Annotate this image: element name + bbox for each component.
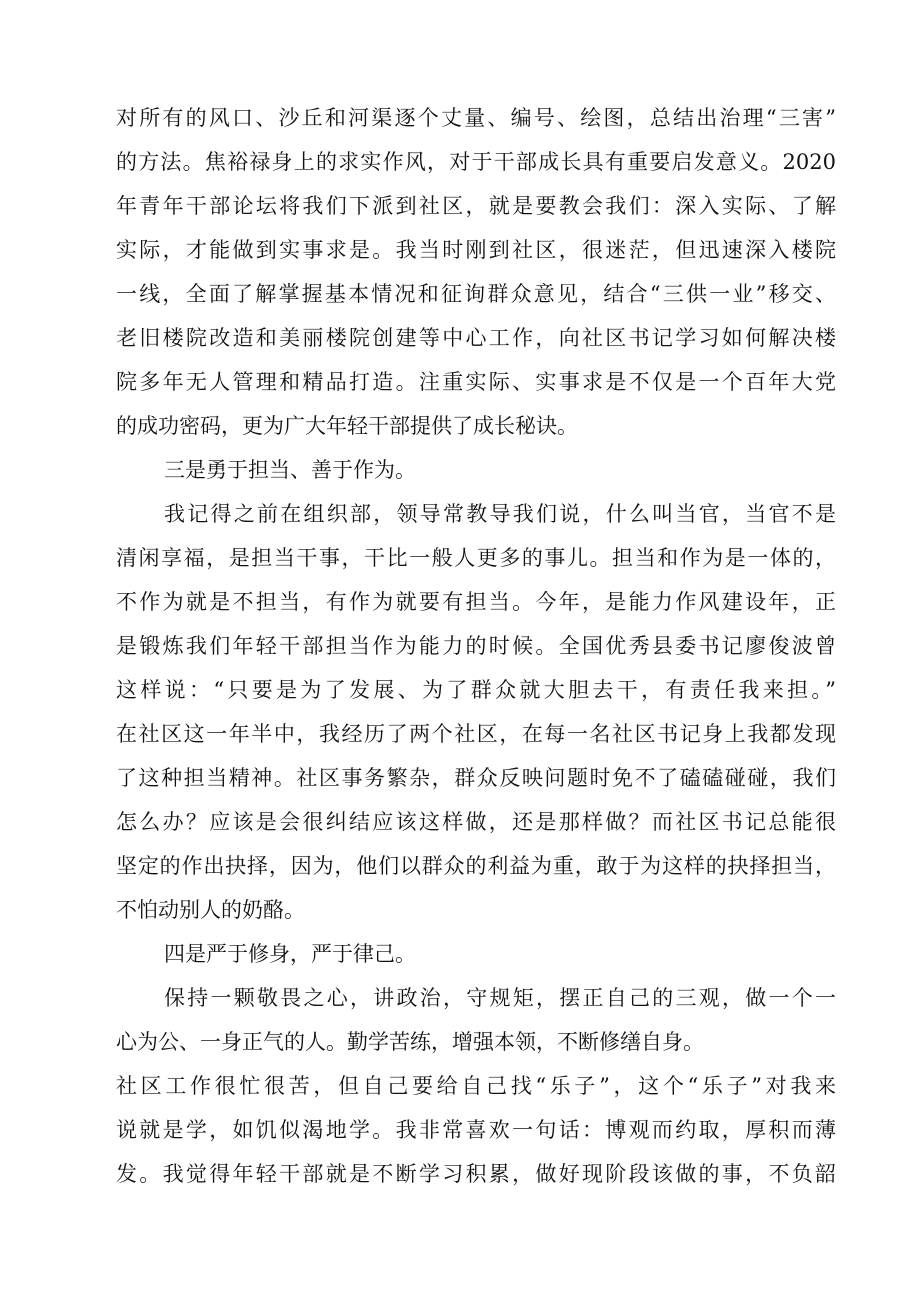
- text-line: 我记得之前在组织部，领导常教导我们说，什么叫当官，当官不是: [164, 502, 836, 526]
- text-line: 不作为就是不担当，有作为就要有担当。今年，是能力作风建设年，正: [116, 590, 836, 614]
- section-heading: 三是勇于担当、善于作为。: [164, 458, 416, 482]
- text-line: 在社区这一年半中，我经历了两个社区，在每一名社区书记身上我都发现: [116, 722, 836, 746]
- text-line: 不怕动别人的奶酪。: [116, 898, 305, 922]
- text-line: 的成功密码，更为广大年轻干部提供了成长秘诀。: [116, 414, 578, 438]
- text-line: 清闲享福，是担当干事，干比一般人更多的事儿。担当和作为是一体的，: [116, 546, 836, 570]
- text-line: 心为公、一身正气的人。勤学苦练，增强本领，不断修缮自身。: [116, 1030, 704, 1054]
- text-line: 说就是学，如饥似渴地学。我非常喜欢一句话：博观而约取，厚积而薄: [116, 1118, 836, 1142]
- text-line: 这样说：“只要是为了发展、为了群众就大胆去干，有责任我来担。”: [116, 678, 836, 702]
- text-line: 怎么办？应该是会很纠结应该这样做，还是那样做？而社区书记总能很: [116, 810, 836, 834]
- text-line: 院多年无人管理和精品打造。注重实际、实事求是不仅是一个百年大党: [116, 370, 836, 394]
- text-line: 对所有的风口、沙丘和河渠逐个丈量、编号、绘图，总结出治理“三害”: [116, 106, 836, 130]
- section-heading: 四是严于修身，严于律己。: [164, 942, 416, 966]
- text-line: 保持一颗敬畏之心，讲政治，守规矩，摆正自己的三观，做一个一: [164, 986, 836, 1010]
- text-line: 一线，全面了解掌握基本情况和征询群众意见，结合“三供一业”移交、: [116, 282, 836, 306]
- text-line: 是锻炼我们年轻干部担当作为能力的时候。全国优秀县委书记廖俊波曾: [116, 634, 836, 658]
- text-line: 社区工作很忙很苦，但自己要给自己找“乐子”，这个“乐子”对我来: [116, 1074, 836, 1098]
- text-line: 的方法。焦裕禄身上的求实作风，对于干部成长具有重要启发意义。2020: [116, 150, 836, 174]
- text-line: 了这种担当精神。社区事务繁杂，群众反映问题时免不了磕磕碰碰，我们: [116, 766, 836, 790]
- text-line: 老旧楼院改造和美丽楼院创建等中心工作，向社区书记学习如何解决楼: [116, 326, 836, 350]
- text-line: 发。我觉得年轻干部就是不断学习积累，做好现阶段该做的事，不负韶: [116, 1162, 836, 1186]
- text-line: 实际，才能做到实事求是。我当时刚到社区，很迷茫，但迅速深入楼院: [116, 238, 836, 262]
- text-line: 年青年干部论坛将我们下派到社区，就是要教会我们：深入实际、了解: [116, 194, 836, 218]
- text-line: 坚定的作出抉择，因为，他们以群众的利益为重，敢于为这样的抉择担当，: [116, 854, 836, 878]
